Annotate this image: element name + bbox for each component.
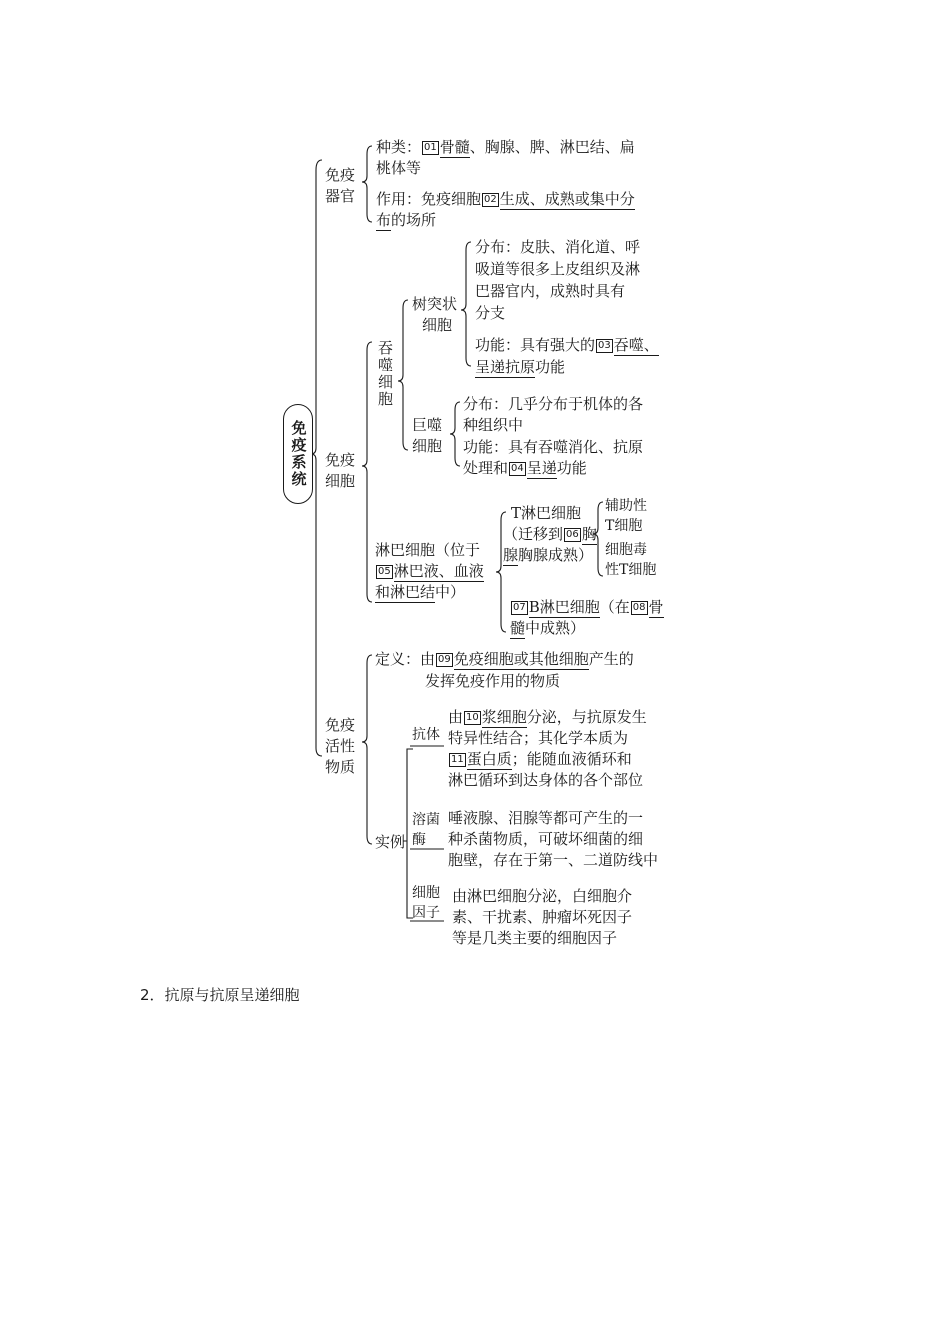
answer-text: 呈递抗原: [475, 358, 536, 376]
blank-number: 08: [632, 602, 646, 613]
blank-number: 03: [598, 340, 611, 351]
answer-text: 浆细胞: [481, 708, 527, 726]
bracket-cells: [362, 342, 372, 602]
substances-definition: 定义：由 09 免疫细胞或其他细胞产生的 发挥免疫作用的物质: [375, 650, 634, 690]
answer-text: 生成、成熟或集中分: [499, 190, 635, 208]
bracket-substances: [362, 655, 372, 844]
root-immune-system: 免疫系统: [283, 404, 313, 504]
blank-number: 05: [378, 566, 391, 577]
examples-label: 实例: [375, 833, 406, 851]
blank-number: 06: [566, 529, 579, 540]
blank-number: 01: [424, 142, 437, 153]
antibody-label: 抗体: [412, 727, 440, 743]
answer-text: 骨髓: [439, 138, 470, 156]
bracket-organs: [362, 146, 372, 222]
answer-text: 蛋白质: [466, 750, 512, 768]
macrophage-distribution: 分布：几乎分布于机体的各 种组织中: [463, 395, 644, 434]
macrophage-label: 巨噬 细胞: [412, 416, 443, 455]
answer-text: 骨: [648, 598, 664, 616]
antibody-text: 由 10 浆细胞分泌，与抗原发生 特异性结合；其化学本质为 11 蛋白质；能随血液循环和 淋巴循环到达身体的各个部位: [448, 708, 647, 789]
macrophage-function: 功能：具有吞噬消化、抗原 处理和 04 呈递功能: [463, 438, 644, 477]
dendritic-function: 功能：具有强大的 03 吞噬、 呈递抗原功能: [475, 336, 659, 376]
bcell-text: 07 B淋巴细胞（在 08 骨 髓中成熟）: [510, 598, 664, 637]
bracket-macrophage: [450, 402, 460, 466]
substances-label: 免疫 活性 物质: [325, 716, 356, 776]
cytokine-label: 细胞 因子: [412, 885, 440, 921]
lymphocyte-text: 淋巴细胞（位于 05 淋巴液、血液 和淋巴结中）: [375, 541, 484, 601]
answer-text: 布: [376, 211, 392, 229]
answer-text: 和淋巴结: [375, 583, 436, 601]
answer-text: 吞噬、: [613, 336, 659, 354]
bracket-phago: [398, 300, 408, 450]
dendritic-distribution: 分布：皮肤、消化道、呼 吸道等很多上皮组织及淋 巴器官内，成熟时具有 分支: [475, 238, 641, 322]
blank-number: 11: [451, 754, 464, 765]
blank-number: 10: [466, 712, 479, 723]
dendritic-label: 树突状 细胞: [412, 295, 458, 334]
answer-text: 免疫细胞或其他细胞: [453, 650, 589, 668]
answer-text: 髓: [510, 619, 526, 637]
cells-label: 免疫 细胞: [325, 451, 356, 490]
cytotoxic-t-cell: 细胞毒 性T细胞: [605, 542, 657, 578]
bracket-dendritic: [461, 242, 471, 366]
answer-text: 腺: [503, 546, 519, 564]
blank-number: 07: [513, 602, 526, 613]
answer-text: 淋巴液、血液: [393, 562, 484, 580]
blank-number: 09: [438, 654, 451, 665]
section-heading: 2．抗原与抗原呈递细胞: [140, 986, 300, 1004]
blank-number: 04: [511, 463, 524, 474]
organs-types: 种类： 01 骨髓、胸腺、脾、淋巴结、扁 桃体等: [376, 138, 635, 177]
organs-function: 作用：免疫细胞 02 生成、成熟或集中分 布的场所: [376, 190, 635, 229]
cytokine-text: 由淋巴细胞分泌，白细胞介 素、干扰素、肿瘤坏死因子 等是几类主要的细胞因子: [452, 887, 633, 947]
tcell-text: T淋巴细胞 （迁移到 06 胸 腺胸腺成熟）: [503, 504, 597, 564]
answer-text: B淋巴细胞: [528, 598, 600, 616]
blank-number: 02: [484, 194, 497, 205]
lysozyme-label: 溶菌 酶: [412, 812, 440, 848]
organs-label: 免疫 器官: [325, 166, 356, 205]
answer-text: 胸: [581, 525, 597, 543]
phagocyte-label: 吞噬细胞: [376, 340, 394, 408]
answer-text: 呈递: [526, 459, 557, 477]
lysozyme-text: 唾液腺、泪腺等都可产生的一 种杀菌物质，可破坏细菌的细 胞壁，存在于第一、二道防线中: [448, 809, 659, 869]
helper-t-cell: 辅助性 T细胞: [605, 498, 647, 534]
